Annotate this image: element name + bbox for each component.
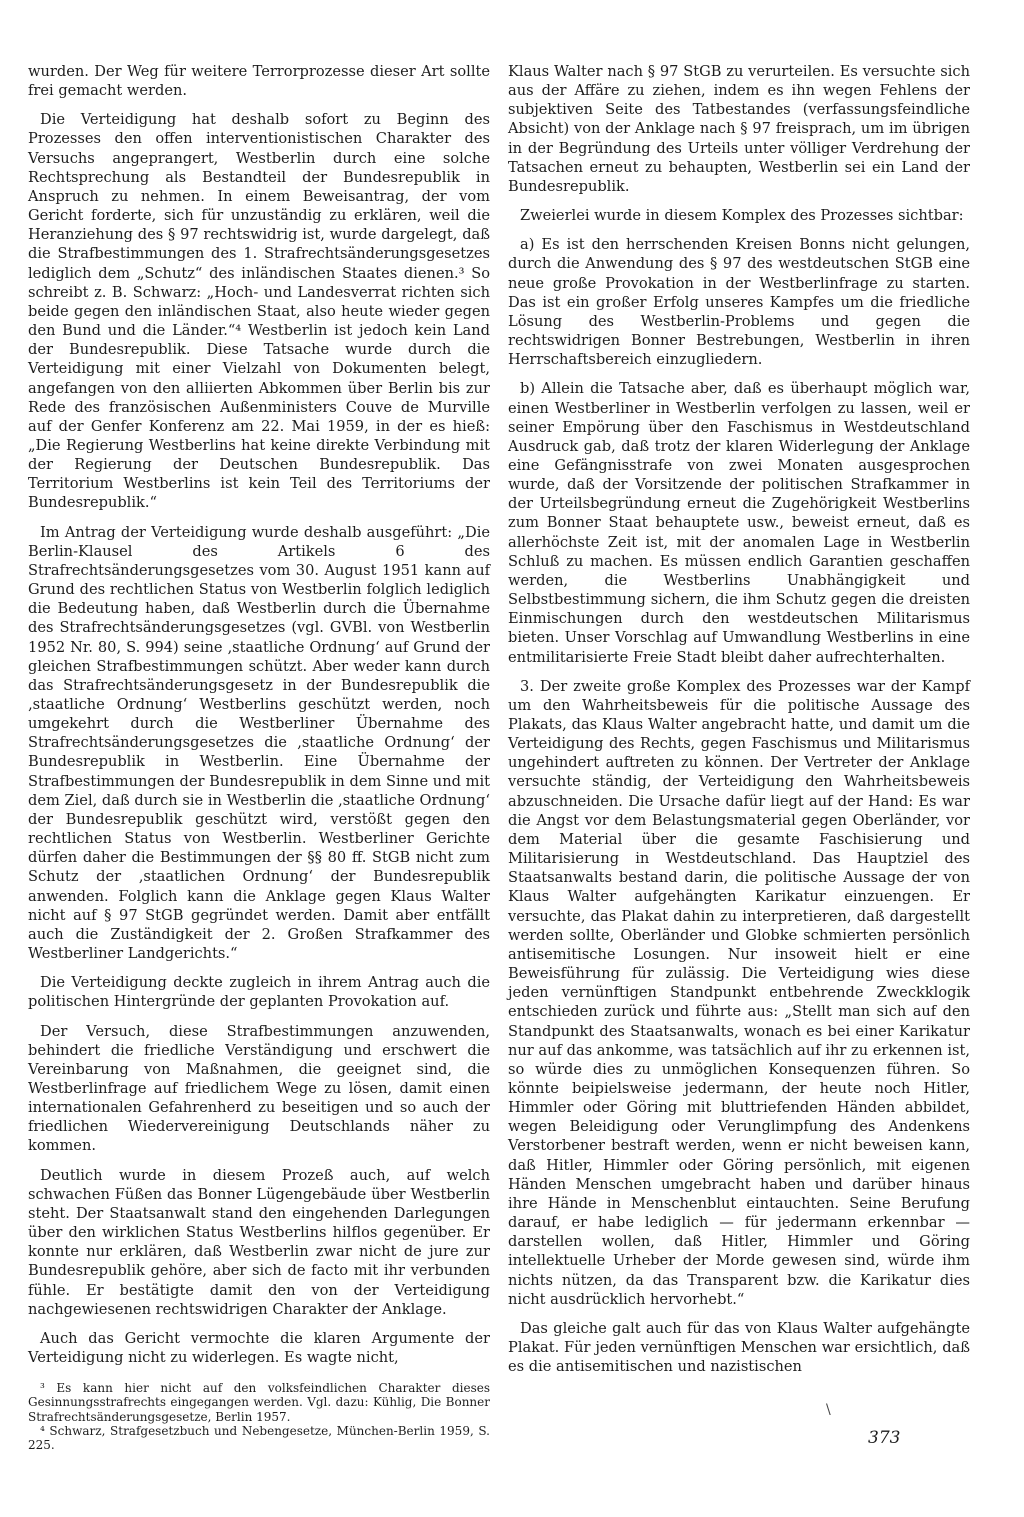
document-page (28, 62, 996, 1482)
footnotes (28, 1381, 490, 1452)
paragraph: 3. Der zweite große Komplex des Prozesses war der Kampf um den Wahrheitsbeweis für die politische Aussage des Plakats, das Klaus Walter angebracht hatte, und damit um die Verteidigung des Rechts, gegen Faschismus und Militarismus ungehindert auftreten zu können. Der Vertreter der Anklage versuchte ständig, der Verteidigung den Wahrheitsbeweis abzuschneiden. Die Ursache dafür liegt auf der Hand: Es war die Angst vor dem Belastungsmaterial gegen Oberländer, vor dem Material über die gesamte Faschisierung und Militarisierung in Westdeutschland. Das Hauptziel des Staatsanwalts bestand darin, die politische Aussage der von Klaus Walter aufgehängten Karikatur einzuengen. Er versuchte, das Plakat dahin zu interpretieren, daß dargestellt werden sollte, Oberländer und Globke schmierten persönlich antisemitische Losungen. Nur insoweit hielt er eine Beweisführung für zulässig. Die Verteidigung wies diese jeden vernünftigen Standpunkt entbehrende Zweckklogik entschieden zurück und führte aus: „Stellt man sich auf den Standpunkt des Staatsanwalts, wonach es bei einer Karikatur nur auf das ankomme, was tatsächlich auf ihr zu erkennen ist, so würde dies zu unmöglichen Konsequenzen führen. So könnte beipielsweise jedermann, der heute noch Hitler, Himmler oder Göring mit bluttriefenden Händen abbildet, wegen Beleidigung oder Verunglimpfung des Andenkens Verstorbener bestraft werden, wenn er nicht beweisen kann, daß Hitler, Himmler oder Göring persönlich, mit eigenen Händen Menschen umgebracht haben und darüber hinaus ihre Hände in Menschenblut eintauchten. Seine Berufung darauf, er habe lediglich — für jedermann erkennbar — darstellen wollen, daß Hitler, Himmler und Göring intellektuelle Urheber der Morde gewesen sind, würde ihm nichts nützen, da das Transparent bzw. die Karikatur dies nicht ausdrücklich hervorhebt.“ (508, 677, 970, 1308)
paragraph: Klaus Walter nach § 97 StGB zu verurteilen. Es versuchte sich aus der Affäre zu ziehen, indem es ihn wegen Fehlens der subjektiven Seite des Tatbestandes (verfassungsfeindliche Absicht) von der Anklage nach § 97 freisprach, um im übrigen in der Begründung des Urteils unter völliger Verdrehung der Tatsachen erneut zu behaupten, Westberlin sei ein Land der Bundesrepublik. (508, 63, 970, 195)
paragraph: Die Verteidigung hat deshalb sofort zu Beginn des Prozesses den offen interventionistischen Charakter des Versuchs angeprangert, Westberlin durch eine solche Rechtsprechung als Bestandteil der Bundesrepublik in Anspruch zu nehmen. In einem Beweisantrag, der vom Gericht forderte, sich für unzuständig zu erklären, weil die Heranziehung des § 97 rechtswidrig ist, wurde dargelegt, daß die Strafbestimmungen des 1. Strafrechtsänderungsgesetzes lediglich dem „Schutz“ des inländischen Staates dienen.³ So schreibt z. B. Schwarz: „Hoch- und Landesverrat richten sich beide gegen den inländischen Staat, also heute wieder gegen den Bund und die Länder.“⁴ Westberlin ist jedoch kein Land der Bundesrepublik. Diese Tatsache wurde durch die Verteidigung mit einer Vielzahl von Dokumenten belegt, angefangen von den alliierten Abkommen über Berlin bis zur Rede des französischen Außenministers Couve de Murville auf der Genfer Konferenz am 22. Mai 1959, in der es hieß: „Die Regierung Westberlins hat keine direkte Verbindung mit der Regierung der Deutschen Bundesrepublik. Das Territorium Westberlins ist kein Teil des Territoriums der Bundesrepublik.“ (28, 111, 490, 512)
footnote: ³ Es kann hier nicht auf den volksfeindlichen Charakter dieses Gesinnungsstrafrechts eingegangen werden. Vgl. dazu: Kühlig, Die Bonner Strafrechtsänderungsgesetze, Berlin 1957. (28, 1381, 490, 1424)
paragraph: Auch das Gericht vermochte die klaren Argumente der Verteidigung nicht zu widerlegen. Es wagte nicht, (28, 1329, 490, 1366)
left-column (28, 62, 490, 1452)
right-column (508, 62, 970, 1386)
paragraph: Die Verteidigung deckte zugleich in ihrem Antrag auch die politischen Hintergründe der geplanten Provokation auf. (28, 974, 490, 1011)
paragraph: Zweierlei wurde in diesem Komplex des Prozesses sichtbar: (520, 207, 964, 225)
paragraph: a) Es ist den herrschenden Kreisen Bonns nicht gelungen, durch die Anwendung des § 97 des westdeutschen StGB eine neue große Provokation in der Westberlinfrage zu starten. Das ist ein großer Erfolg unseres Kampfes um die friedliche Lösung des Westberlin-Problems und gegen die rechtswidrigen Bonner Bestrebungen, Westberlin in ihren Herrschaftsbereich einzugliedern. (508, 236, 970, 369)
paragraph: Der Versuch, diese Strafbestimmungen anzuwenden, behindert die friedliche Verständigung und erschwert die Vereinbarung von Maßnahmen, die geeignet sind, die Westberlinfrage auf friedlichem Wege zu lösen, damit einen internationalen Gefahrenherd zu beseitigen und so auch der friedlichen Wiedervereinigung Deutschlands näher zu kommen. (28, 1022, 490, 1155)
page-number: 373 (868, 1428, 901, 1448)
paragraph: b) Allein die Tatsache aber, daß es überhaupt möglich war, einen Westberliner in Westberlin verfolgen zu lassen, weil er seiner Empörung über den Faschismus in Westdeutschland Ausdruck gab, daß trotz der klaren Widerlegung der Anklage eine Gefängnisstrafe von zwei Monaten ausgesprochen wurde, daß der Vorsitzende der politischen Strafkammer in der Urteilsbegründung erneut die Zugehörigkeit Westberlins zum Bonner Staat behauptete usw., beweist erneut, daß es allerhöchste Zeit ist, mit der anomalen Lage in Westberlin Schluß zu machen. Es müssen endlich Garantien geschaffen werden, die Westberlins Unabhängigkeit und Selbstbestimmung sichern, die ihm Schutz gegen die dreisten Einmischungen durch den westdeutschen Militarismus bieten. Unser Vorschlag auf Umwandlung Westberlins in eine entmilitarisierte Freie Stadt bleibt daher aufrechterhalten. (508, 380, 970, 666)
paragraph: wurden. Der Weg für weitere Terrorprozesse dieser Art sollte frei gemacht werden. (28, 63, 490, 100)
paragraph: Das gleiche galt auch für das von Klaus Walter aufgehängte Plakat. Für jeden vernünftigen Menschen war ersichtlich, daß es die antisemitischen und nazistischen (508, 1319, 970, 1376)
marginal-mark: \ (826, 1402, 831, 1418)
footnote: ⁴ Schwarz, Strafgesetzbuch und Nebengesetze, München-Berlin 1959, S. 225. (28, 1423, 490, 1452)
paragraph: Im Antrag der Verteidigung wurde deshalb ausgeführt: „Die Berlin-Klausel des Artikels 6 des Strafrechtsänderungsgesetzes vom 30. August 1951 kann auf Grund des rechtlichen Status von Westberlin folglich lediglich die Bedeutung haben, daß Westberlin durch die Übernahme des Strafrechtsänderungsgesetzes (vgl. GVBl. von Westberlin 1952 Nr. 80, S. 994) seine ‚staatliche Ordnung‘ auf Grund der gleichen Strafbestimmungen schützt. Aber weder kann durch das Strafrechtsänderungsgesetz in der Bundesrepublik die ‚staatliche Ordnung‘ Westberlins geschützt werden, noch umgekehrt durch die Westberliner Übernahme des Strafrechtsänderungsgesetzes die ‚staatliche Ordnung‘ der Bundesrepublik in Westberlin. Eine Übernahme der Strafbestimmungen der Bundesrepublik in dem Sinne und mit dem Ziel, daß durch sie in Westberlin die ‚staatliche Ordnung‘ der Bundesrepublik geschützt wird, verstößt gegen den rechtlichen Status von Westberlin. Westberliner Gerichte dürfen daher die Bestimmungen der §§ 80 ff. StGB nicht zum Schutz der ‚staatlichen Ordnung‘ der Bundesrepublik anwenden. Folglich kann die Anklage gegen Klaus Walter nicht auf § 97 StGB gegründet werden. Damit aber entfällt auch die Zuständigkeit der 2. Großen Strafkammer des Westberliner Landgerichts.“ (28, 523, 490, 963)
paragraph: Deutlich wurde in diesem Prozeß auch, auf welch schwachen Füßen das Bonner Lügengebäude über Westberlin steht. Der Staatsanwalt stand den eingehenden Darlegungen über den wirklichen Status Westberlins hilflos gegenüber. Er konnte nur erklären, daß Westberlin zwar nicht de jure zur Bundesrepublik gehöre, aber sich de facto mit ihr verbunden fühle. Er bestätigte damit den von der Verteidigung nachgewiesenen rechtswidrigen Charakter der Anklage. (28, 1166, 490, 1318)
